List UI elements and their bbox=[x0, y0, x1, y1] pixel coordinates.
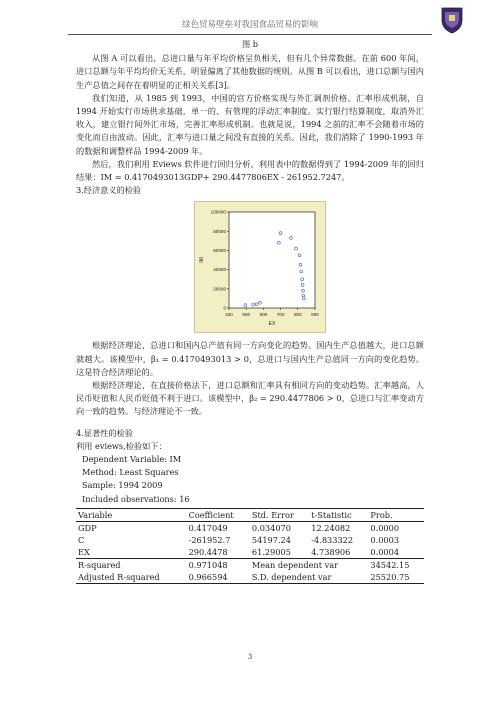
header-cell: t-Statistic bbox=[309, 508, 368, 521]
stat-label: S.D. dependent var bbox=[250, 571, 368, 584]
x-tick-label: 400 bbox=[225, 312, 233, 318]
header-cell: Variable bbox=[76, 508, 187, 521]
paragraph-1: 从图 A 可以看出，总进口量与年平均价格呈负相关，但有几个异常数据。在前 600 年间，进口总额与年平均均价无关系，明显偏离了其他数据的规则。从图 B 可以看出，进口总额与国内生产总值之间存在着明显的正相关关系[3]。 bbox=[76, 53, 424, 90]
x-tick-label: 600 bbox=[259, 312, 268, 318]
x-tick-label: 900 bbox=[311, 312, 319, 318]
stat-value: 0.971048 bbox=[188, 559, 228, 570]
stat-label: R-squared bbox=[78, 559, 121, 570]
stat-value: 34542.15 bbox=[370, 559, 410, 570]
table-cell: 0.417049 bbox=[188, 522, 228, 533]
header-divider bbox=[68, 34, 432, 35]
table-cell: 54197.24 bbox=[251, 534, 291, 545]
plot-area bbox=[229, 212, 315, 308]
table-cell: EX bbox=[76, 546, 187, 559]
meta-line: Sample: 1994 2009 bbox=[82, 480, 163, 491]
scatter-chart bbox=[194, 201, 326, 333]
stats-row bbox=[76, 571, 424, 584]
y-tick-label: 60000 bbox=[213, 248, 226, 254]
table-cell: 0.0000 bbox=[370, 522, 400, 533]
header-cell: Prob. bbox=[368, 508, 424, 521]
page-content bbox=[76, 38, 424, 584]
table-cell: 0.0004 bbox=[368, 546, 424, 559]
table-header-row bbox=[76, 508, 424, 521]
header-cell: Std. Error bbox=[250, 508, 309, 521]
stat-label: Mean dependent var bbox=[251, 559, 339, 570]
table-cell: 61.29005 bbox=[250, 546, 309, 559]
paragraph-2: 我们知道，从 1985 到 1993，中国的官方价格实现与外汇调剂价格。汇率形成机制，自 1994 开始实行市场供求基础，单一的、有管理的浮动汇率制度。实行银行结算制度，取消外汇收入，建立银行间外汇市场，完善汇率形成机制。也就是说，1994 之前的汇率不会随着市场的变化而自由波动。因此，汇率与进口量之间没有直接的关系。因此，我们消除了 1990-1993 年的数据和调整样品 1994-2009 年。 bbox=[76, 92, 424, 156]
paragraph-3: 然后，我们利用 Eviews 软件进行回归分析。利用表中的数据得到了 1994-2009 年的回归结果：IM = 0.4170493013GDP+ 290.4477806EX - 261952.7247。 bbox=[76, 158, 424, 183]
page-number: 3 bbox=[247, 653, 253, 661]
y-tick-label: 40000 bbox=[213, 267, 226, 273]
table-row bbox=[76, 534, 424, 546]
y-tick-label: 20000 bbox=[213, 286, 226, 292]
meta-line: Method: Least Squares bbox=[82, 467, 179, 478]
x-axis-label: EX bbox=[268, 321, 276, 328]
scatter-plot-svg bbox=[195, 202, 325, 332]
table-cell: C bbox=[78, 534, 85, 545]
x-tick-label: 500 bbox=[242, 312, 251, 318]
table-cell: 0.034070 bbox=[251, 522, 291, 533]
table-cell: -4.833322 bbox=[311, 534, 354, 545]
stat-value: 0.966594 bbox=[187, 571, 250, 584]
table-cell: 290.4478 bbox=[187, 546, 250, 559]
table-cell: 4.738906 bbox=[309, 546, 368, 559]
stats-row bbox=[76, 558, 424, 571]
y-axis-label: IM bbox=[199, 257, 205, 264]
meta-line: Dependent Variable: IM bbox=[82, 454, 182, 465]
paragraph-5: 根据经济理论，在直接价格法下，进口总额和汇率具有相同方向的变动趋势。汇率越高，人民币贬值和人民币贬值不利于进口。该模型中，β₂ = 290.4477806 > 0，总进口与汇率变动方向一致的趋势。与经济理论不一致。 bbox=[76, 380, 424, 417]
y-tick-label: 100000 bbox=[210, 210, 226, 216]
paragraph-4: 根据经济理论，总进口和国内总产值有同一方向变化的趋势。国内生产总值越大，进口总额就越大。该模型中，β₁ = 0.4170493013 > 0，总进口与国内生产总值同一方向的变化趋势。这是符合经济理论的。 bbox=[76, 340, 424, 377]
table-cell: 12.24082 bbox=[311, 522, 351, 533]
meta-line: Included observations: 16 bbox=[82, 493, 190, 504]
table-cell: GDP bbox=[78, 522, 97, 533]
section-4-intro: 利用 eviews,检验如下： bbox=[76, 440, 167, 451]
y-tick-label: 0 bbox=[223, 306, 226, 312]
table-row bbox=[76, 521, 424, 534]
running-header: 绿色贸易壁垒对我国食品贸易的影响 bbox=[181, 20, 318, 30]
x-tick-label: 700 bbox=[276, 312, 285, 318]
section-4-heading: 4.显著性的检验 bbox=[76, 427, 133, 438]
stat-value: 25520.75 bbox=[368, 571, 424, 584]
table-cell: 0.0003 bbox=[370, 534, 400, 545]
regression-meta bbox=[76, 453, 424, 506]
regression-table bbox=[76, 508, 424, 584]
y-tick-label: 80000 bbox=[213, 229, 226, 235]
university-crest-icon bbox=[440, 6, 464, 34]
stat-label: Adjusted R-squared bbox=[76, 571, 187, 584]
table-cell: -261952.7 bbox=[188, 534, 231, 545]
figure-caption: 图 b bbox=[241, 39, 259, 49]
x-tick-label: 800 bbox=[293, 312, 302, 318]
table-row bbox=[76, 546, 424, 559]
header-cell: Coefficient bbox=[187, 508, 250, 521]
section-3-heading: 3.经济意义的检验 bbox=[76, 185, 142, 196]
